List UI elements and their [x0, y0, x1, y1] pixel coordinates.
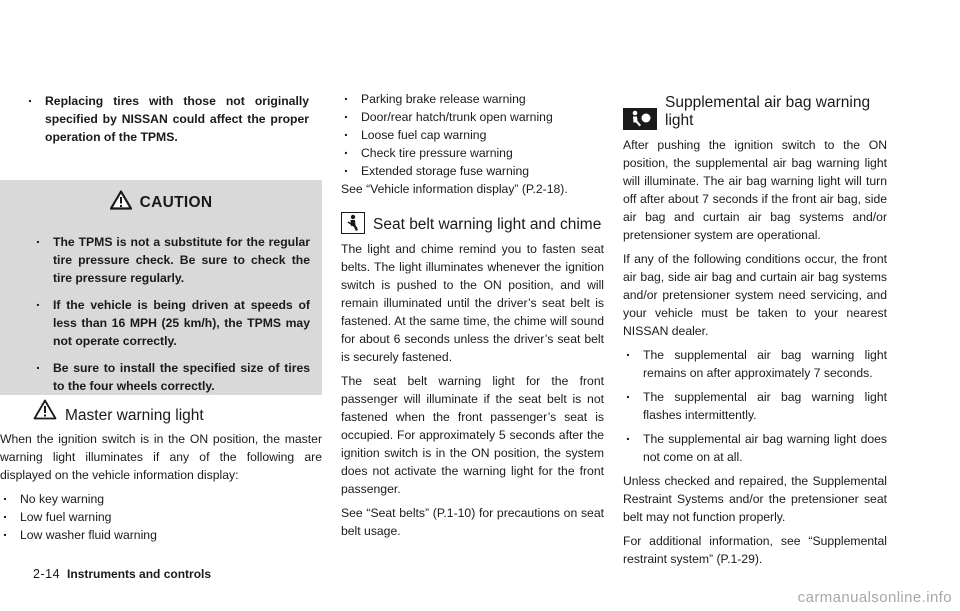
airbag-icon	[623, 108, 657, 130]
caution-header	[0, 180, 322, 225]
display-warning-bullet: . Parking brake release warning	[341, 90, 604, 108]
master-warning-bullet: . Low fuel warning	[0, 508, 322, 526]
airbag-condition-bullet: . The supplemental air bag warning light remains on after approximately 7 seconds.	[623, 346, 887, 382]
tpms-note-bullet: . Replacing tires with those not originally specified by NISSAN could affect the proper operation of the TPMS.	[25, 92, 309, 146]
caution-bullet: . Be sure to install the specified size of tires to the four wheels correctly.	[33, 359, 310, 395]
page-number: 2-14	[33, 567, 61, 581]
airbag-paragraph: After pushing the ignition switch to the ON position, the supplemental air bag warning light will illuminate. The air bag warning light will turn off after about 7 seconds if the front air bag, side air bag and curtain air bag systems and/or pretensioner system are operational.	[623, 138, 887, 242]
master-warning-icon	[33, 399, 57, 425]
display-warning-bullet: . Loose fuel cap warning	[341, 126, 604, 144]
warning-triangle-icon	[110, 190, 132, 215]
caution-list	[0, 225, 322, 395]
caution-title: CAUTION	[139, 193, 213, 211]
caution-bullet: . The TPMS is not a substitute for the regular tire pressure check. Be sure to check the tire pressure regularly.	[33, 233, 310, 287]
tpms-note-box	[0, 0, 322, 162]
master-warning-intro: When the ignition switch is in the ON position, the master warning light illuminates if any of the following are displayed on the vehicle information display:	[0, 432, 322, 482]
airbag-condition-bullet: . The supplemental air bag warning light flashes intermittently.	[623, 388, 887, 424]
chapter-name: Instruments and controls	[67, 567, 212, 581]
airbag-paragraph: Unless checked and repaired, the Supplemental Restraint Systems and/or the pretensioner seat belt may not function properly.	[623, 474, 887, 524]
seatbelt-icon	[341, 212, 365, 234]
airbag-condition-bullet: . The supplemental air bag warning light does not come on at all.	[623, 430, 887, 466]
master-warning-title: Master warning light	[65, 407, 204, 424]
seatbelt-heading	[341, 212, 604, 234]
display-warning-bullet: . Door/rear hatch/trunk open warning	[341, 108, 604, 126]
column-middle	[341, 90, 604, 540]
page-footer	[33, 567, 211, 581]
display-reference: See “Vehicle information display” (P.2-18).	[341, 182, 568, 196]
caution-bullet: . If the vehicle is being driven at speeds of less than 16 MPH (25 km/h), the TPMS may not operate correctly.	[33, 296, 310, 350]
display-warning-bullet: . Extended storage fuse warning	[341, 162, 604, 180]
column-left	[0, 0, 322, 611]
airbag-paragraph: For additional information, see “Supplemental restraint system” (P.1-29).	[623, 534, 887, 566]
master-warning-heading	[33, 399, 322, 425]
airbag-title: Supplemental air bag warning light	[665, 94, 871, 129]
seatbelt-paragraph: The seat belt warning light for the front passenger will illuminate if the seat belt is not fastened when the front passenger’s seat is occupied. For approximately 5 seconds after the ignition switch is in the ON position, the system does not activate the warning light for the front passenger.	[341, 374, 604, 496]
display-warning-bullet: . Check tire pressure warning	[341, 144, 604, 162]
seatbelt-title: Seat belt warning light and chime	[373, 216, 602, 233]
airbag-paragraph: If any of the following conditions occur, the front air bag, side air bag and curtain air bag systems and/or pretensioner system need servicing, and your vehicle must be taken to your nearest NISSAN dealer.	[623, 252, 887, 338]
caution-box	[0, 180, 322, 393]
column-right	[623, 94, 887, 568]
seatbelt-paragraph: The light and chime remind you to fasten seat belts. The light illuminates whenever the ignition switch is pushed to the ON position, and will remain illuminated until the driver’s seat belt is fastened. At the same time, the chime will sound for about 6 seconds unless the driver’s seat belt is securely fastened.	[341, 242, 604, 364]
watermark: carmanualsonline.info	[797, 589, 952, 606]
master-warning-bullet: . No key warning	[0, 490, 322, 508]
airbag-heading	[623, 94, 887, 130]
seatbelt-paragraph: See “Seat belts” (P.1-10) for precautions on seat belt usage.	[341, 506, 604, 538]
master-warning-section	[0, 399, 322, 544]
master-warning-bullet: . Low washer fluid warning	[0, 526, 322, 544]
